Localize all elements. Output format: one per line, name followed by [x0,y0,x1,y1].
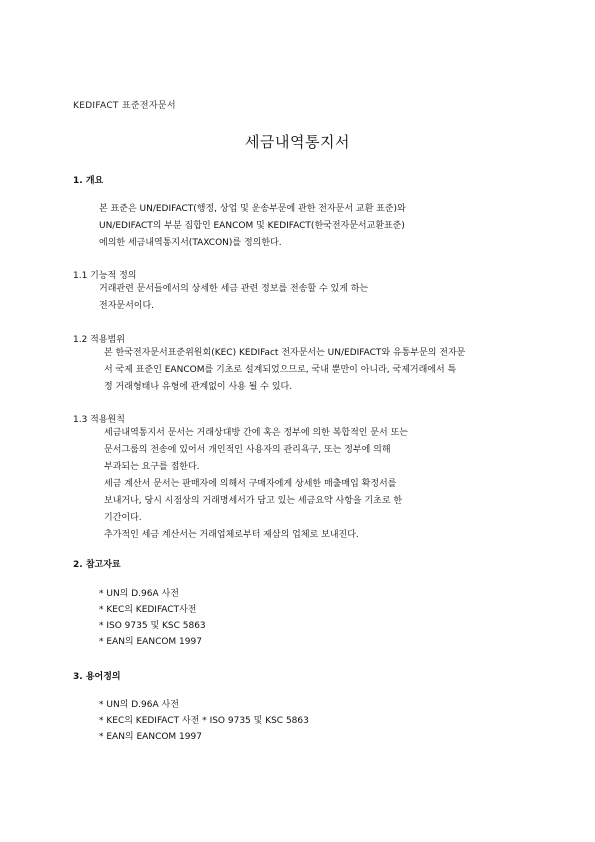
overview-line: UN/EDIFACT의 부분 집합인 EANCOM 및 KEDIFACT(한국전자문서교환표준) [99,221,405,231]
principles-line: 부과되는 요구를 접한다. [104,462,200,472]
section-heading-principles: 1.3 적용원칙 [73,415,125,425]
section-heading-function: 1.1 기능적 정의 [73,271,137,281]
principles-paragraph [104,425,408,544]
principles-line: 세금내역통지서 문서는 거래상대방 간에 혹은 정부에 의한 복합적인 문서 또는 [104,428,408,438]
function-line: 전자문서이다. [99,301,155,311]
list-item: * UN의 D.96A 사전 [99,700,179,710]
principles-line: 세금 계산서 문서는 판매자에 의해서 구매자에게 상세한 매출매입 확정서를 [104,479,397,489]
function-line: 거래관련 문서들에서의 상세한 세금 관련 정보를 전송할 수 있게 하는 [99,284,369,294]
principles-line: 기간이다. [104,513,142,523]
overview-line: 본 표준은 UN/EDIFACT(행정, 상업 및 운송부문에 관한 전자문서 교환 표준)와 [99,204,406,214]
overview-line: 에의한 세금내역통지서(TAXCON)를 정의한다. [99,238,282,248]
section-heading-terms: 3. 용어정의 [73,672,121,682]
document-header: KEDIFACT 표준전자문서 [73,101,176,111]
overview-paragraph [99,201,406,252]
list-item: * UN의 D.96A 사전 [99,589,179,599]
section-heading-references: 2. 참고자료 [73,560,121,570]
list-item: * KEC의 KEDIFACT사전 [99,605,197,615]
scope-line: 정 거래형태나 유형에 관계없이 사용 될 수 있다. [104,382,293,392]
principles-line: 보내거나, 당시 시점상의 거래명세서가 담고 있는 세금요약 사항을 기초로 한 [104,496,403,506]
list-item: * EAN의 EANCOM 1997 [99,732,202,742]
scope-paragraph [104,345,465,396]
principles-line: 문서그룹의 전송에 있어서 개인적인 사용자의 관리욕구, 또는 정부에 의해 [104,445,391,455]
list-item: * KEC의 KEDIFACT 사전 * ISO 9735 및 KSC 5863 [99,716,309,726]
document-title: 세금내역통지서 [245,133,350,151]
scope-line: 본 한국전자문서표준위원회(KEC) KEDIFact 전자문서는 UN/EDIFACT와 유통부문의 전자문 [104,348,466,358]
function-paragraph [99,281,368,315]
references-list [99,586,206,650]
principles-line: 추가적인 세금 계산서는 거래업체로부터 제삼의 업체로 보내진다. [104,530,359,540]
list-item: * ISO 9735 및 KSC 5863 [99,621,206,631]
terms-list [99,697,309,745]
list-item: * EAN의 EANCOM 1997 [99,637,202,647]
section-heading-overview: 1. 개요 [73,176,104,186]
scope-line: 서 국제 표준인 EANCOM를 기초로 설계되었으므로, 국내 뿐만이 아니라, 국제거래에서 특 [104,365,457,375]
section-heading-scope: 1.2 적용범위 [73,335,125,345]
